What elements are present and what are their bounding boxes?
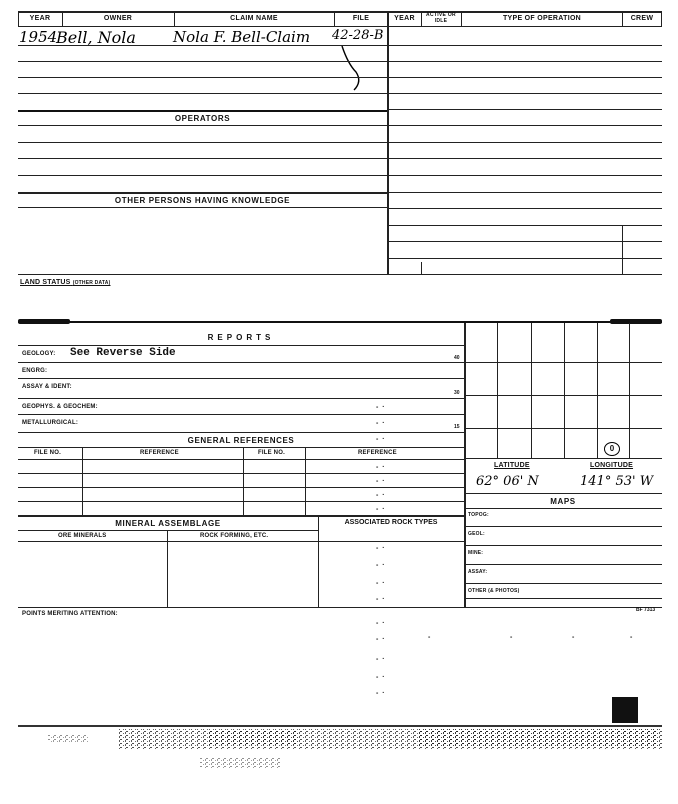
geophys-label: GEOPHYS. & GEOCHEM: — [22, 404, 98, 410]
tick-mark: - · — [376, 506, 385, 513]
ore-minerals-label: ORE MINERALS — [58, 533, 107, 539]
grid-line — [564, 323, 565, 458]
row-line — [18, 378, 464, 379]
tick-mark: - · — [376, 420, 385, 427]
row-line — [464, 526, 662, 527]
row-line — [464, 583, 662, 584]
row-line — [387, 142, 662, 143]
row-line — [387, 175, 662, 176]
tick-mark: - · — [376, 636, 385, 643]
circle-mark: 0 — [604, 442, 620, 456]
scan-noise-speck — [200, 758, 280, 768]
row-line — [387, 241, 662, 242]
tick-mark: - — [572, 634, 575, 641]
row-line — [18, 125, 387, 126]
other-persons-heading: OTHER PERSONS HAVING KNOWLEDGE — [114, 196, 291, 205]
col-line — [622, 225, 623, 274]
center-divider — [387, 11, 389, 275]
row-line — [387, 77, 662, 78]
row-line — [18, 45, 387, 46]
header-type-of-operation: TYPE OF OPERATION — [502, 15, 582, 22]
tick-mark: - · — [376, 545, 385, 552]
row-line — [387, 45, 662, 46]
maps-heading: MAPS — [550, 497, 576, 506]
grid-line — [464, 362, 662, 363]
maps-topog: TOPOG: — [468, 512, 489, 518]
engrg-label: ENGRG: — [22, 368, 48, 374]
row-line — [18, 345, 464, 346]
row-line — [387, 158, 662, 159]
maps-geol: GEOL: — [468, 531, 485, 537]
maps-mine: MINE: — [468, 550, 484, 556]
bracket-mark — [336, 44, 366, 94]
row-line — [18, 447, 464, 448]
row-line — [18, 274, 662, 275]
row-line — [464, 564, 662, 565]
reports-top-line — [18, 321, 662, 323]
row-line — [18, 77, 387, 78]
col-line — [661, 11, 662, 26]
associated-rock-types: ASSOCIATED ROCK TYPES — [344, 519, 438, 526]
section-line — [18, 515, 464, 517]
tick-mark: - · — [376, 596, 385, 603]
tick-mark: - · — [376, 580, 385, 587]
tick-mark: - · — [376, 404, 385, 411]
maps-other: OTHER (& PHOTOS) — [468, 588, 520, 594]
tick-mark: - — [428, 634, 431, 641]
corner-bar-right — [610, 319, 662, 324]
row-line — [464, 598, 662, 599]
col-line — [334, 11, 335, 26]
row-line — [464, 545, 662, 546]
col-line — [18, 11, 19, 26]
row-line — [387, 93, 662, 94]
row-line — [464, 493, 662, 494]
grid-line — [597, 323, 598, 458]
header-active-idle: ACTIVE OR IDLE — [426, 12, 456, 24]
row1-claim-name: Nola F. Bell-Claim — [173, 28, 311, 46]
col-line — [461, 11, 462, 26]
row-line — [18, 93, 387, 94]
assay-label: ASSAY & IDENT: — [22, 384, 72, 390]
row-line — [464, 508, 662, 509]
col-line — [305, 447, 306, 515]
tick-mark: - · — [376, 674, 385, 681]
row-line — [18, 362, 464, 363]
row-line — [18, 501, 464, 502]
gr-reference2: REFERENCE — [358, 450, 397, 456]
row-line — [387, 109, 662, 110]
row-line — [18, 473, 464, 474]
row-line — [18, 207, 387, 208]
rock-forming-label: ROCK FORMING, ETC. — [200, 533, 269, 539]
row-line — [387, 125, 662, 126]
latitude-label: LATITUDE — [494, 462, 530, 469]
gr-file-no2: FILE NO. — [258, 450, 285, 456]
gr-reference: REFERENCE — [140, 450, 179, 456]
header-year2: YEAR — [394, 15, 415, 22]
row-line — [18, 607, 662, 608]
row-line — [18, 61, 387, 62]
row-line — [18, 175, 387, 176]
col-line — [62, 11, 63, 26]
header-year: YEAR — [29, 15, 51, 22]
row-line — [18, 432, 464, 433]
scan-noise-band — [18, 715, 662, 755]
row-line — [18, 541, 464, 542]
tick-mark: - · — [376, 562, 385, 569]
section-line — [18, 192, 387, 194]
tick-mark: - · — [376, 492, 385, 499]
row-line — [387, 208, 662, 209]
geology-value: See Reverse Side — [70, 347, 176, 359]
row1-owner: Bell, Nola — [56, 28, 136, 47]
top-border — [18, 11, 662, 13]
land-status-text: LAND STATUS — [20, 279, 71, 286]
form-code: BF 7313 — [636, 607, 656, 613]
tick-mark: - — [630, 634, 633, 641]
header-file: FILE — [352, 15, 370, 22]
metallurgical-num: 15 — [454, 424, 460, 430]
grid-line — [497, 323, 498, 458]
land-status-sub: (OTHER DATA) — [72, 280, 111, 286]
row-line — [18, 414, 464, 415]
points-meriting-label: POINTS MERITING ATTENTION: — [22, 611, 118, 617]
col-line — [174, 11, 175, 26]
row-line — [387, 192, 662, 193]
row-line — [18, 487, 464, 488]
geology-num: 40 — [454, 355, 460, 361]
maps-assay: ASSAY: — [468, 569, 488, 575]
corner-bar-left — [18, 319, 70, 324]
col-line — [243, 447, 244, 515]
tick-mark: - · — [376, 690, 385, 697]
col-line — [82, 447, 83, 515]
longitude-label: LONGITUDE — [590, 462, 634, 469]
grid-line — [531, 323, 532, 458]
row-line — [18, 142, 387, 143]
row1-year: 1954 — [19, 28, 58, 46]
row-line — [18, 459, 464, 460]
general-references-heading: GENERAL REFERENCES — [187, 436, 295, 445]
grid-line — [464, 458, 662, 459]
longitude-value: 141° 53' W — [580, 474, 654, 489]
tick-mark: - · — [376, 620, 385, 627]
row-line — [18, 398, 464, 399]
reports-heading: REPORTS — [207, 333, 275, 342]
grid-line — [464, 395, 662, 396]
row-line — [18, 158, 387, 159]
geology-label: GEOLOGY: — [22, 351, 56, 357]
operators-heading: OPERATORS — [174, 114, 231, 123]
tick-mark: - · — [376, 478, 385, 485]
section-line — [18, 110, 387, 112]
header-owner: OWNER — [103, 15, 133, 22]
col-line — [421, 262, 422, 274]
land-status-label — [20, 279, 110, 286]
col-line — [167, 530, 168, 607]
header-bottom-line — [18, 26, 662, 27]
row-line — [387, 258, 662, 259]
row-line — [387, 61, 662, 62]
latitude-value: 62° 06' N — [476, 474, 539, 489]
row-line — [387, 225, 662, 226]
grid-line — [629, 323, 630, 458]
mineral-assemblage-heading: MINERAL ASSEMBLAGE — [115, 519, 221, 528]
gr-file-no: FILE NO. — [34, 450, 61, 456]
row-line — [18, 530, 318, 531]
grid-line — [464, 428, 662, 429]
tick-mark: - · — [376, 436, 385, 443]
header-claim-name: CLAIM NAME — [230, 15, 278, 22]
tick-mark: - — [510, 634, 513, 641]
tick-mark: - · — [376, 464, 385, 471]
col-line — [318, 515, 319, 607]
metallurgical-label: METALLURGICAL: — [22, 420, 79, 426]
header-crew: CREW — [630, 15, 654, 22]
tick-mark: - · — [376, 656, 385, 663]
row1-file: 42-28-B — [332, 28, 384, 43]
assay-num: 30 — [454, 390, 460, 396]
